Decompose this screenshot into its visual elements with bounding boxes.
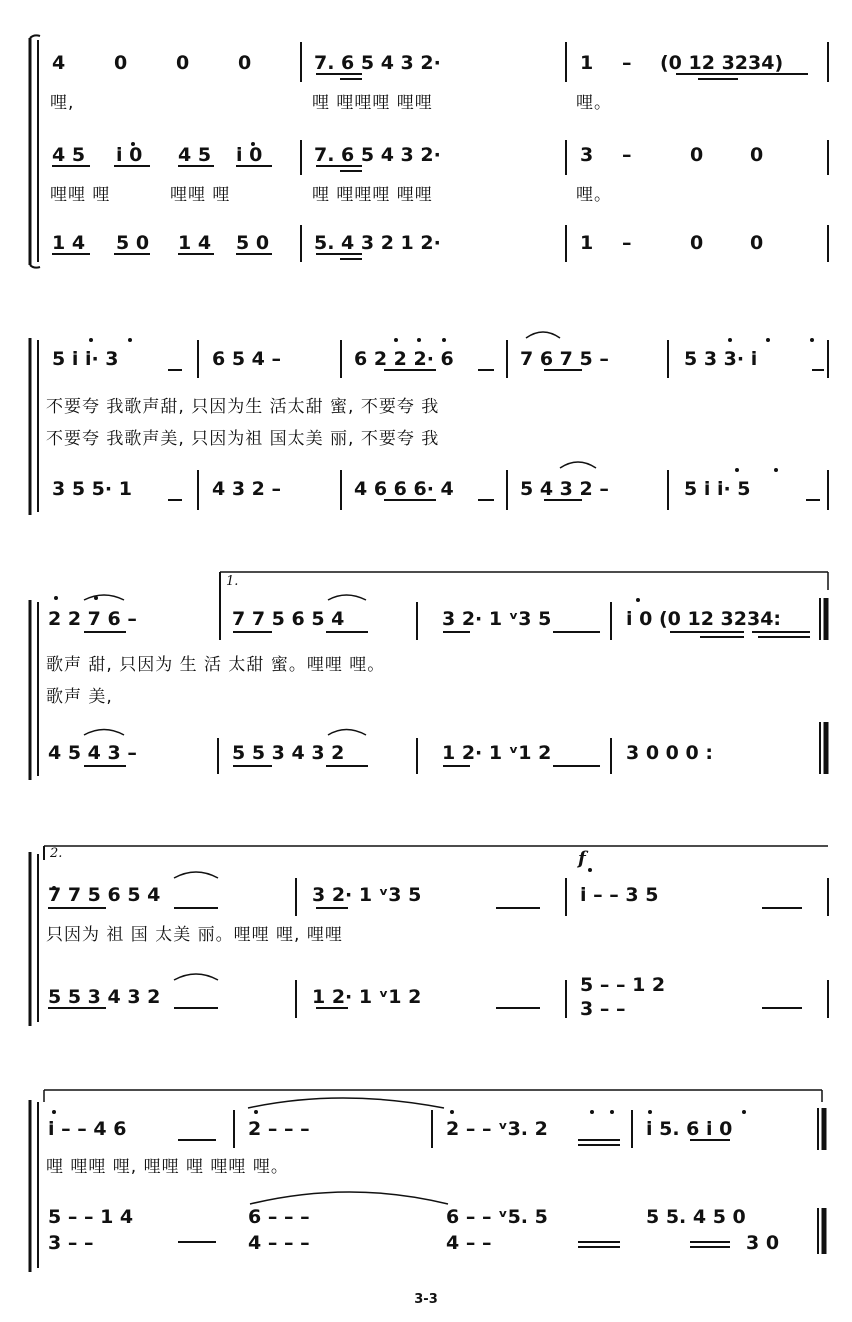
- chord-upper: 5 – – 1 2: [580, 974, 666, 996]
- note: 0: [238, 52, 252, 74]
- measure: 7 7 5 6 5 4: [232, 608, 345, 630]
- note: 3: [580, 144, 594, 166]
- note: 0: [690, 144, 704, 166]
- measure: 6 5 4 –: [212, 348, 282, 370]
- chord-lower: 3 0: [746, 1232, 780, 1254]
- lyric: 哩哩 哩: [170, 185, 231, 205]
- measure: i – – 3 5: [580, 884, 659, 906]
- note-group: 7. 6 5 4 3 2·: [314, 52, 441, 74]
- lyric-verse-2: 歌声 美,: [46, 687, 113, 707]
- page-number: 3-3: [414, 1292, 438, 1307]
- volta-1-label: 1.: [226, 574, 239, 589]
- measure: 5 3 3· i: [684, 348, 758, 370]
- measure: 5 5 3 4 3 2: [232, 742, 345, 764]
- measure: 2 2 7 6 –: [48, 608, 137, 630]
- measure: 7 6 7 5 –: [520, 348, 609, 370]
- measure: i – – 4 6: [48, 1118, 127, 1140]
- measure: 4 5 4 3 –: [48, 742, 137, 764]
- lyric: 哩。: [576, 185, 612, 205]
- note-group: 1 4: [178, 232, 212, 254]
- lyric-verse-2: 不要夸 我歌声美, 只因为祖 国太美 丽, 不要夸 我: [46, 429, 440, 449]
- chord-lower: 3 – –: [580, 998, 626, 1020]
- note: 0: [176, 52, 190, 74]
- dynamic-marking: f: [578, 848, 586, 869]
- note-group: 4 5: [178, 144, 212, 166]
- measure: 1 2· 1 ᵛ1 2: [442, 742, 552, 764]
- lyric-verse-1: 不要夸 我歌声甜, 只因为生 活太甜 蜜, 不要夸 我: [46, 397, 440, 417]
- note: 1: [580, 232, 594, 254]
- note-group: 5 0: [116, 232, 150, 254]
- chord-upper: 5 5. 4 5 0: [646, 1206, 746, 1228]
- measure: 3 2· 1 ᵛ3 5: [442, 608, 552, 630]
- note-group: 4 5: [52, 144, 86, 166]
- lyric: 哩。: [576, 93, 612, 113]
- note-group: 5 0: [236, 232, 270, 254]
- lyric: 哩,: [50, 93, 75, 113]
- chord-upper: 6 – – –: [248, 1206, 310, 1228]
- lyric: 哩哩 哩: [50, 185, 111, 205]
- note: 1: [580, 52, 594, 74]
- measure: 1 2· 1 ᵛ1 2: [312, 986, 422, 1008]
- measure: 3 5 5· 1: [52, 478, 132, 500]
- measure: 4 6 6 6· 4: [354, 478, 454, 500]
- measure: i 5. 6 i 0: [646, 1118, 733, 1140]
- note: 0: [114, 52, 128, 74]
- dash: –: [622, 52, 632, 74]
- note-group: 1 4: [52, 232, 86, 254]
- measure: 2 – – ᵛ3. 2: [446, 1118, 548, 1140]
- note: 4: [52, 52, 66, 74]
- lyric-verse-1: 只因为 祖 国 太美 丽。哩哩 哩, 哩哩: [46, 925, 343, 945]
- chord-upper: 6 – – ᵛ5. 5: [446, 1206, 548, 1228]
- measure: i 0 (0 12 3234:: [626, 608, 782, 630]
- measure: 5 4 3 2 –: [520, 478, 609, 500]
- dash: –: [622, 144, 632, 166]
- lyric: 哩 哩哩哩 哩哩: [312, 185, 433, 205]
- dash: –: [622, 232, 632, 254]
- chord-lower: 4 – –: [446, 1232, 492, 1254]
- measure: 5 i i· 5: [684, 478, 751, 500]
- chord-lower: 3 – –: [48, 1232, 94, 1254]
- lyric-verse-1: 哩 哩哩 哩, 哩哩 哩 哩哩 哩。: [46, 1157, 289, 1177]
- note: 0: [750, 232, 764, 254]
- note-group: i 0: [236, 144, 263, 166]
- note-group: (0 12 3234): [660, 52, 784, 74]
- note: 0: [690, 232, 704, 254]
- measure: 2 – – –: [248, 1118, 310, 1140]
- lyric: 哩 哩哩哩 哩哩: [312, 93, 433, 113]
- measure: 5 i i· 3: [52, 348, 119, 370]
- note-group: 5. 4 3 2 1 2·: [314, 232, 441, 254]
- note-group: 7. 6 5 4 3 2·: [314, 144, 441, 166]
- chord-lower: 4 – – –: [248, 1232, 310, 1254]
- measure: 5 5 3 4 3 2: [48, 986, 161, 1008]
- measure: 6 2 2 2· 6: [354, 348, 454, 370]
- note-group: i 0: [116, 144, 143, 166]
- measure: 3 2· 1 ᵛ3 5: [312, 884, 422, 906]
- volta-2-label: 2.: [50, 846, 63, 861]
- chord-upper: 5 – – 1 4: [48, 1206, 134, 1228]
- lyric-verse-1: 歌声 甜, 只因为 生 活 太甜 蜜。哩哩 哩。: [46, 655, 386, 675]
- measure: 4 3 2 –: [212, 478, 282, 500]
- note: 0: [750, 144, 764, 166]
- measure: 3 0 0 0 :: [626, 742, 713, 764]
- measure: 7 7 5 6 5 4: [48, 884, 161, 906]
